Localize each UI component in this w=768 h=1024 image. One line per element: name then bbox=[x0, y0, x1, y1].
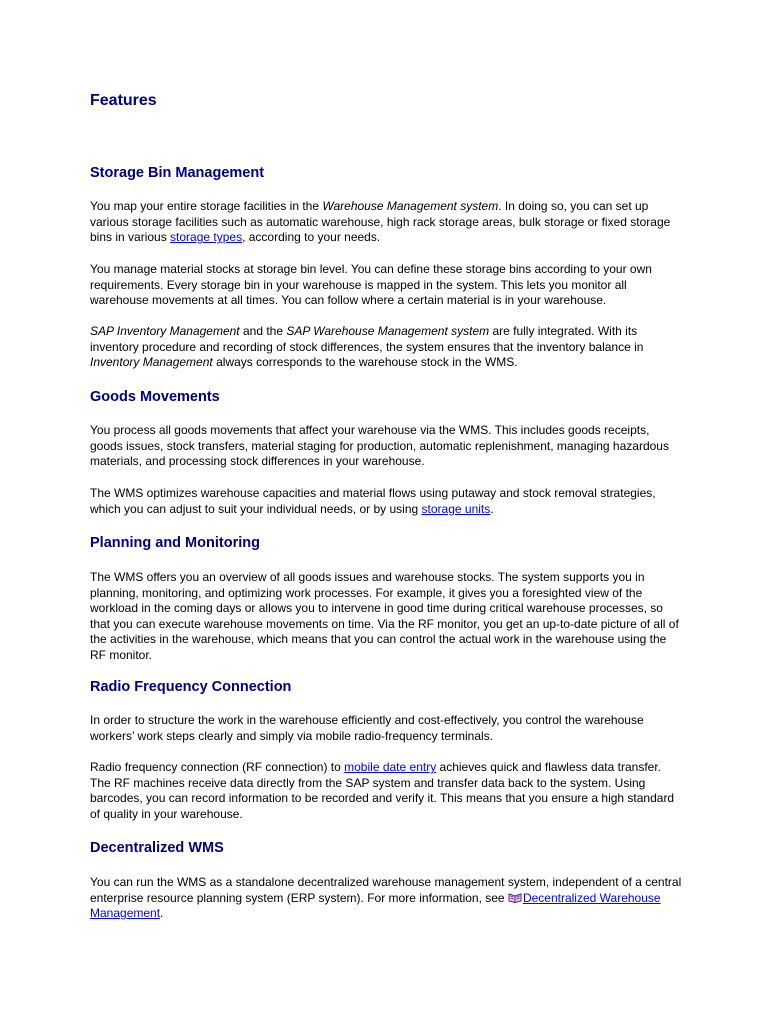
storage-units-link[interactable]: storage units bbox=[421, 501, 491, 516]
storage-types-link[interactable]: storage types bbox=[170, 230, 243, 245]
section-heading-goods-movements: Goods Movements bbox=[90, 389, 220, 405]
rf-paragraph-2: Radio frequency connection (RF connection) to mobile date entry achieves quick and flawless data transfer. The RF machines receive data directly from the SAP system and transfer data back to the system. Using barcodes, you can record information to be recorded and verify it. This means that you ensure a high standard of quality in your warehouse. bbox=[90, 760, 675, 821]
mobile-date-entry-link[interactable]: mobile date entry bbox=[344, 760, 437, 774]
planning-paragraph-1: The WMS offers you an overview of all goods issues and warehouse stocks. The system supports you in planning, monitoring, and optimizing work processes. For example, it gives you a foresighted view of the workload in the coming days or allows you to intervene in good time during critical warehouse processes, so that you can execute warehouse movements on time. Via the RF monitor, you get an up-to-date picture of all of the activities in the warehouse, which means that you can control the actual work in the warehouse using the RF monitor. bbox=[90, 570, 679, 662]
rf-paragraph-1: In order to structure the work in the warehouse efficiently and cost-effectively, you control the warehouse workers’ work steps clearly and simply via mobile radio-frequency terminals. bbox=[90, 713, 644, 743]
section-heading-planning-and-monitoring: Planning and Monitoring bbox=[90, 535, 260, 551]
storage-bin-paragraph-1: You map your entire storage facilities in the Warehouse Management system. In doing so, you can set up various storage facilities such as automatic warehouse, high rack storage areas, bulk storage or fixed storage bins in various storage types, according to your needs. bbox=[90, 199, 671, 245]
goods-movements-paragraph-2: The WMS optimizes warehouse capacities and material flows using putaway and stock removal strategies, which you can adjust to suit your individual needs, or by using storage units. bbox=[90, 486, 656, 516]
book-icon bbox=[508, 892, 522, 903]
decentralized-paragraph-1: You can run the WMS as a standalone decentralized warehouse management system, independent of a central enterprise resource planning system (ERP system). For more information, see Decentralized Warehouse Management. bbox=[90, 875, 682, 921]
decentralized-warehouse-management-link[interactable]: Decentralized Warehouse Management bbox=[90, 890, 661, 921]
goods-movements-paragraph-1: You process all goods movements that affect your warehouse via the WMS. This includes goods receipts, goods issues, stock transfers, material staging for production, automatic replenishment, managing hazardous materials, and processing stock differences in your warehouse. bbox=[90, 423, 669, 469]
section-heading-decentralized-wms: Decentralized WMS bbox=[90, 840, 224, 856]
storage-bin-paragraph-3: SAP Inventory Management and the SAP Warehouse Management system are fully integrated. With its inventory procedure and recording of stock differences, the system ensures that the inventory balance in Inventory Management always corresponds to the warehouse stock in the WMS. bbox=[90, 324, 644, 370]
storage-bin-paragraph-2: You manage material stocks at storage bin level. You can define these storage bins according to your own requirements. Every storage bin in your warehouse is mapped in the system. This lets you monitor all warehouse movements at all times. You can follow where a certain material is in your warehouse. bbox=[90, 262, 652, 308]
page-title: Features bbox=[90, 92, 157, 109]
section-heading-storage-bin-management: Storage Bin Management bbox=[90, 165, 265, 181]
section-heading-radio-frequency-connection: Radio Frequency Connection bbox=[90, 679, 292, 695]
